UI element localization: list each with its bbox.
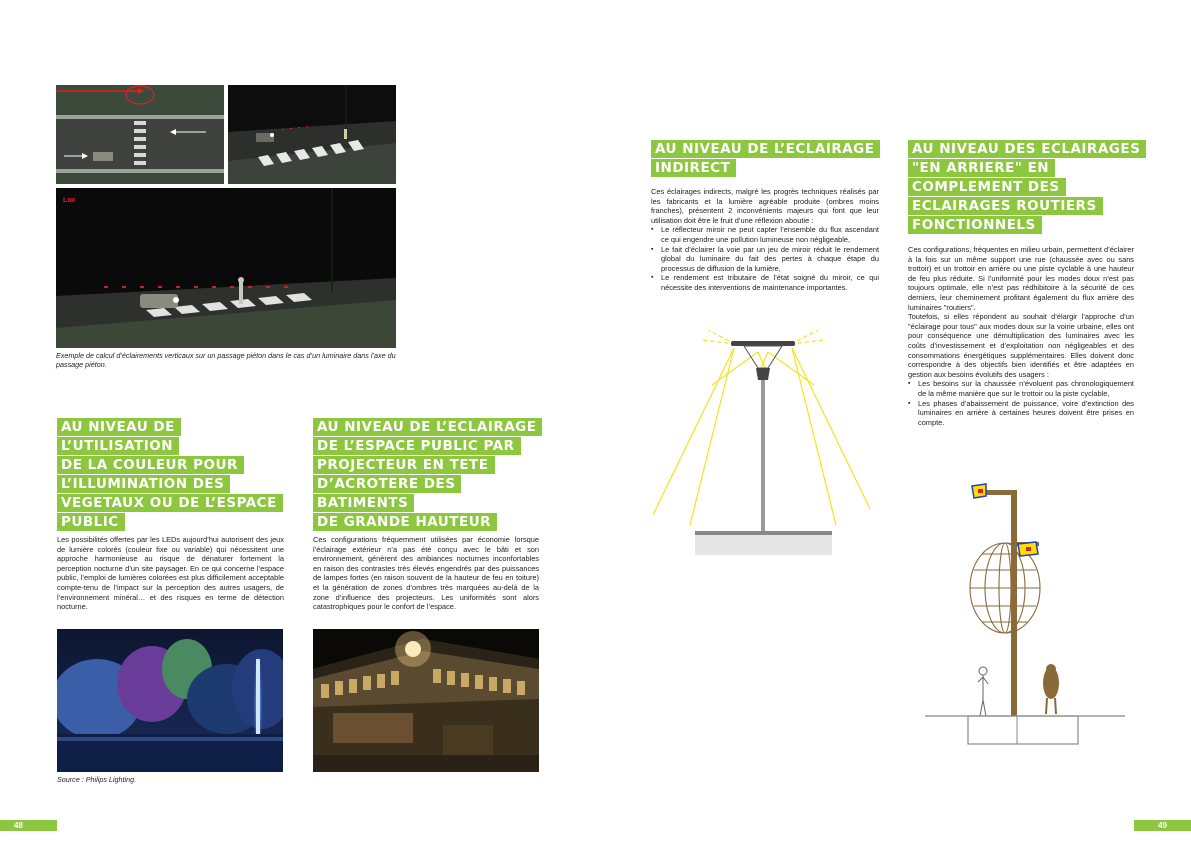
heading-line: "EN ARRIERE" EN — [908, 159, 1055, 177]
heading-line: DE L’ESPACE PUBLIC PAR — [313, 437, 521, 455]
bullet-list — [908, 379, 1134, 427]
paragraph: Les possibilités offertes par les LEDs aujourd’hui autorisent des jeux de lumière colorés (couleur fixe ou variable) qui nécessitent une approche harmonieuse au risque de dénaturer fortement la perception nocturne d’un site paysager. En ce qui concerne l’espace public, l’emploi de lumières colorées est plus difficilement acceptable compte-tenu de l’impact sur la perception des autres usagers, de l’environnement minéral… et des risques en terme de détection nocturne. — [57, 535, 284, 612]
heading-line: ECLAIRAGES ROUTIERS — [908, 197, 1103, 215]
heading-line: DE LA COULEUR POUR — [57, 456, 244, 474]
heading-line: DE GRANDE HAUTEUR — [313, 513, 497, 531]
paragraph: Toutefois, si elles répondent au souhait d’élargir l’approche d’un "éclairage pour tous" aux modes doux sur la voirie urbaine, elles ont pour conséquence une démultiplication des luminaires avec les coûts d’investissement et d’exploitation non négligeables et des consommations énergétiques supplémentaires. Elles doivent donc correspondre à des objectifs bien identifiés et être adaptées en gestion aux besoins évolutifs des usagers : — [908, 312, 1134, 379]
indirect-section-body — [651, 187, 879, 293]
heading-projector-section — [313, 418, 553, 532]
rear-lighting-diagram — [920, 478, 1130, 746]
heading-line: PUBLIC — [57, 513, 125, 531]
building-projector-photo — [313, 629, 539, 772]
page-number: 48 — [14, 821, 23, 830]
heading-line: PROJECTEUR EN TETE — [313, 456, 495, 474]
heading-indirect-section — [651, 140, 891, 178]
page-number: 49 — [1158, 821, 1167, 830]
rear-section-body — [908, 245, 1134, 427]
heading-line: VEGETAUX OU DE L’ESPACE — [57, 494, 283, 512]
list-item: ▪ Les besoins sur la chaussée n’évoluent pas chronologiquement de la même manière que sur le trottoir ou la piste cyclable, — [908, 379, 1134, 398]
paragraph: Ces éclairages indirects, malgré les progrès techniques réalisés par les fabricants et la lumière agréable produite (ombres moins franches), présentent 2 inconvénients majeurs qui font que leur utilisation doit être le fruit d’une réflexion aboutie : — [651, 187, 879, 225]
list-item: ▪ Le fait d’éclairer la voie par un jeu de miroir réduit le rendement global du luminaire du fait des pertes à chaque étape du processus de diffusion de la lumière, — [651, 245, 879, 274]
projector-section-body — [313, 535, 539, 612]
heading-line: L’ILLUMINATION DES — [57, 475, 230, 493]
page-number-right — [1134, 820, 1191, 831]
heading-line: AU NIVEAU DE L’UTILISATION — [57, 418, 181, 455]
crossing-plan-render — [56, 85, 224, 184]
list-item: ▪ Le rendement est tributaire de l’état soigné du miroir, ce qui nécessite des interventions de maintenance importantes. — [651, 273, 879, 292]
paragraph: Ces configurations fréquemment utilisées par économie lorsque l’éclairage extérieur n’a pas été conçu avec le bâti et son environnement, génèrent des ambiances nocturnes inconfortables en raison des contrastes très élevés engendrés par des puissances de lampes fortes (en raison souvent de la hauteur de feu en toiture) et la génération de zones d’ombres très marquées au-delà de la zone d’influence des projecteurs. Les uniformités sont alors catastrophiques pour le confort de l’espace. — [313, 535, 539, 612]
fountain-illumination-photo — [57, 629, 283, 772]
heading-line: FONCTIONNELS — [908, 216, 1042, 234]
paragraph: Ces configurations, fréquentes en milieu urbain, permettent d’éclairer à la fois sur un même support une rue (chaussée avec ou sans trottoir) et un trottoir en arrière ou une piste cyclable à une hauteur de feu plus réduite. Si l’uniformité pour les modes doux n’est pas toujours optimale, elle n’est pas rédhibitoire à la sécurité de ces derniers, leur cheminement profitant également du flux arrière des luminaires "routiers". — [908, 245, 1134, 312]
heading-rear-section — [908, 140, 1148, 235]
figure-caption: Exemple de calcul d’éclairements verticaux sur un passage piéton dans le cas d’un luminaire dans l’axe du passage piéton. — [56, 351, 396, 369]
heading-line: AU NIVEAU DE L’ECLAIRAGE — [313, 418, 542, 436]
page-number-left — [0, 820, 57, 831]
night-crossing-render — [56, 188, 396, 348]
list-item: ▪ Le réflecteur miroir ne peut capter l’ensemble du flux ascendant ce qui engendre une pollution lumineuse non négligeable, — [651, 225, 879, 244]
heading-line: AU NIVEAU DES ECLAIRAGES — [908, 140, 1146, 158]
heading-line: INDIRECT — [651, 159, 736, 177]
heading-line: AU NIVEAU DE L’ECLAIRAGE — [651, 140, 880, 158]
photo-source-caption: Source : Philips Lighting. — [57, 775, 137, 784]
heading-line: D’ACROTERE DES BATIMENTS — [313, 475, 461, 512]
heading-color-section — [57, 418, 297, 532]
crossing-perspective-render — [228, 85, 396, 184]
heading-line: COMPLEMENT DES — [908, 178, 1066, 196]
bullet-list — [651, 225, 879, 292]
render-lux-label: Lux — [63, 197, 76, 204]
list-item: ▪ Les phases d’abaissement de puissance, voire d’extinction des luminaires en arrière à certaines heures doivent être prises en compte. — [908, 399, 1134, 428]
indirect-luminaire-diagram — [650, 330, 870, 562]
color-section-body — [57, 535, 284, 612]
